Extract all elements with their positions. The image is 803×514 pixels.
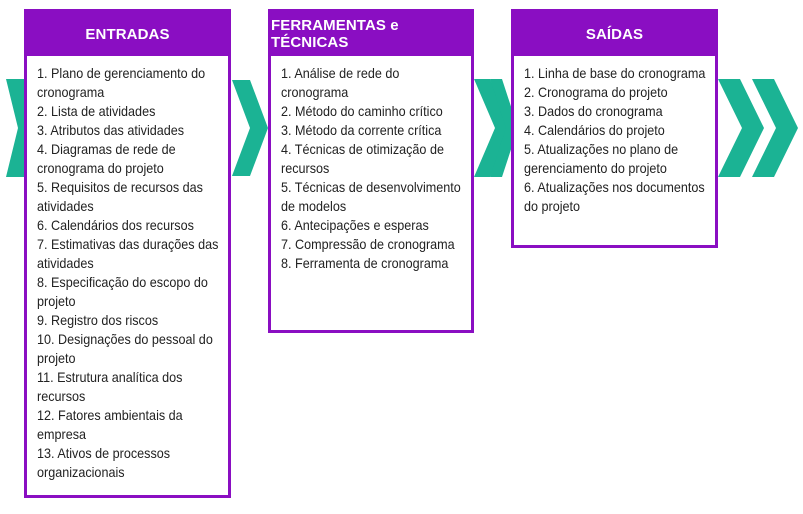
outputs-header: SAÍDAS [514, 12, 715, 56]
list-item: 5. Atualizações no plano de gerenciamento do projeto [524, 141, 679, 176]
chevron-right-icon [718, 79, 764, 177]
list-item: 3. Método da corrente crítica [281, 122, 442, 138]
list-item: 4. Calendários do projeto [524, 122, 665, 138]
list-item: 9. Registro dos riscos [37, 312, 159, 328]
inputs-header: ENTRADAS [27, 12, 228, 56]
list-item: 6. Atualizações nos documentos do projeto [524, 179, 705, 214]
list-item: 2. Método do caminho crítico [281, 103, 443, 119]
list-item: 4. Técnicas de otimização de recursos [281, 141, 444, 176]
list-item: 12. Fatores ambientais da empresa [37, 407, 183, 442]
list-item: 13. Ativos de processos organizacionais [37, 445, 171, 480]
outputs-column [511, 9, 718, 248]
list-item: 6. Calendários dos recursos [37, 217, 194, 233]
chevron-right-icon [232, 80, 268, 176]
list-item: 1. Análise de rede do cronograma [281, 65, 400, 100]
list-item: 3. Atributos das atividades [37, 122, 185, 138]
list-item: 5. Técnicas de desenvolvimento de modelos [281, 179, 461, 214]
inputs-column [24, 9, 231, 498]
list-item: 5. Requisitos de recursos das atividades [37, 179, 203, 214]
list-item: 8. Especificação do escopo do projeto [37, 274, 208, 309]
list-item: 11. Estrutura analítica dos recursos [37, 369, 183, 404]
list-item: 4. Diagramas de rede de cronograma do projeto [37, 141, 176, 176]
list-item: 1. Linha de base do cronograma [524, 65, 706, 81]
list-item: 10. Designações do pessoal do projeto [37, 331, 213, 366]
list-item: 6. Antecipações e esperas [281, 217, 429, 233]
list-item: 8. Ferramenta de cronograma [281, 255, 449, 271]
tools-techniques-column [268, 9, 474, 333]
list-item: 3. Dados do cronograma [524, 103, 663, 119]
list-item: 2. Cronograma do projeto [524, 84, 668, 100]
tools-techniques-header: FERRAMENTAS e TÉCNICAS [271, 12, 471, 56]
inputs-list [27, 56, 228, 482]
list-item: 7. Compressão de cronograma [281, 236, 455, 252]
list-item: 2. Lista de atividades [37, 103, 156, 119]
list-item: 7. Estimativas das durações das atividades [37, 236, 219, 271]
tools-techniques-list [271, 56, 471, 273]
outputs-list [514, 56, 715, 216]
list-item: 1. Plano de gerenciamento do cronograma [37, 65, 206, 100]
